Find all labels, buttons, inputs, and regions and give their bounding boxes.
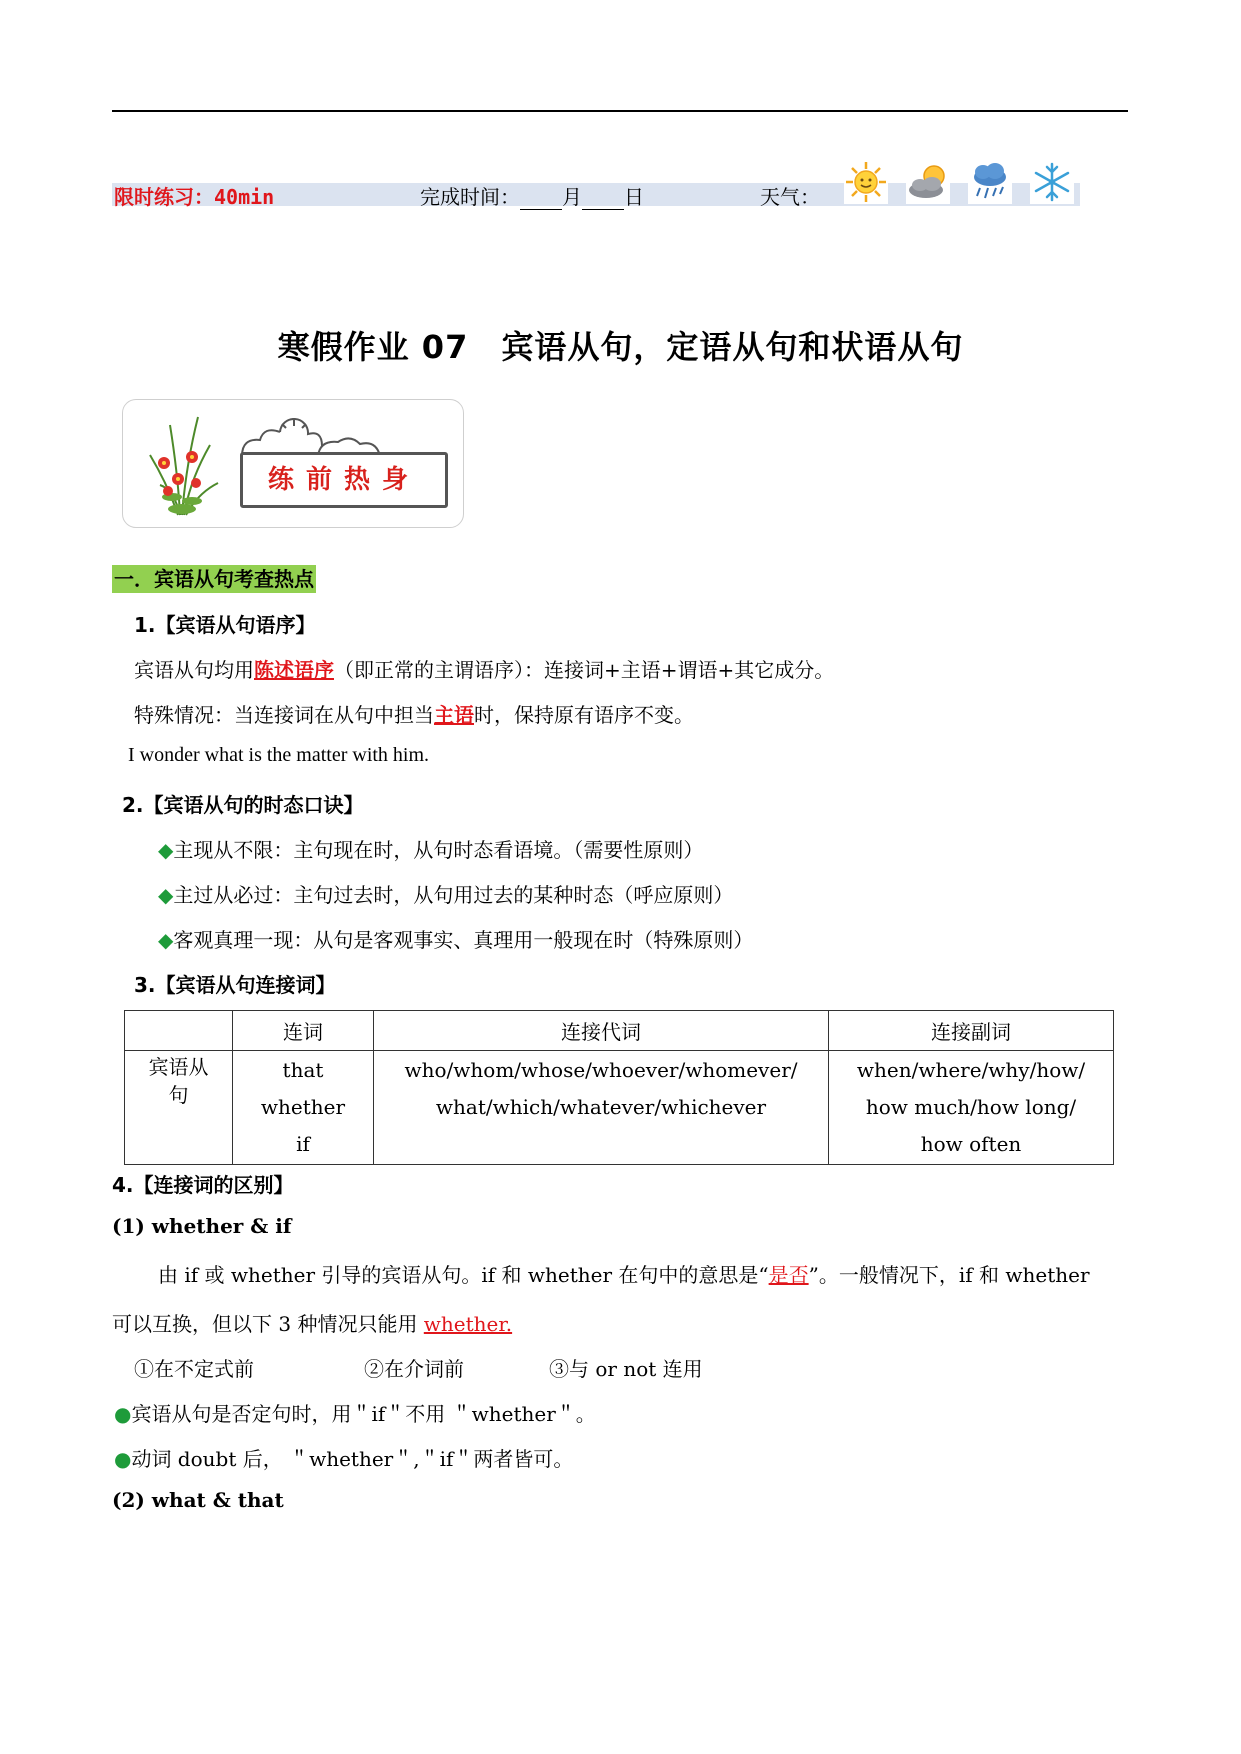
header-rule [112,110,1128,112]
month-label: 月 [562,185,582,209]
page-title: 寒假作业 07 宾语从句，定语从句和状语从句 [277,328,964,366]
item1-line2 [134,699,694,728]
bullet-item [114,1443,573,1472]
table-cell-line: how often [920,1132,1022,1156]
table-cell-line: if [296,1132,310,1156]
rain-icon [968,160,1012,204]
completion-time [420,181,644,210]
day-blank [582,191,624,210]
section-heading: 一．宾语从句考查热点 [114,567,314,591]
diamond-bullet-icon: ◆ [158,928,174,952]
text: （即正常的主谓语序）：连接词+主语+谓语+其它成分。 [334,658,835,682]
table-cell-line: who/whom/whose/whoever/whomever/ [404,1058,798,1082]
sub1-heading: (1) whether & if [112,1214,292,1238]
partly-cloudy-icon [906,160,950,204]
snowflake-icon [1030,160,1074,204]
month-blank [520,191,562,210]
day-label: 日 [624,185,644,209]
table-header-cell: 连接副词 [829,1011,1114,1051]
diamond-bullet-icon: ◆ [158,838,174,862]
rule-item [158,834,703,863]
weather-label: 天气： [760,185,820,209]
text: 时，保持原有语序不变。 [474,703,694,727]
highlight-term: whether. [423,1312,513,1336]
rule-item [158,924,753,953]
table-cell-line: how much/how long/ [865,1095,1077,1119]
item3-heading: 3.【宾语从句连接词】 [134,973,336,997]
conjunctions-cell [233,1051,374,1165]
item1-example: I wonder what is the matter with him. [128,744,430,766]
sub1-paragraph-line1 [158,1259,1090,1288]
sun-icon [844,160,888,204]
table-cell-line: whether [260,1095,346,1119]
rule-text: 主过从必过：主句过去时，从句用过去的某种时态（呼应原则） [173,883,734,907]
highlight-term: 主语 [434,703,474,727]
text: 特殊情况：当连接词在从句中担当 [134,703,434,727]
pronouns-cell [374,1051,829,1165]
table-header-cell [125,1011,233,1051]
row-label: 宾语从句 [125,1051,233,1165]
text: ”。一般情况下，if 和 whether [808,1263,1090,1287]
bullet-item [114,1398,596,1427]
rule-text: 主现从不限：主句现在时，从句时态看语境。（需要性原则） [173,838,704,862]
bullet-text: 宾语从句是否定句时，用＂if＂不用 ＂whether＂。 [131,1402,596,1426]
warmup-label: 练前热身 [240,452,448,508]
case-item: ③与 or not 连用 [549,1357,703,1381]
table-header-cell: 连接代词 [374,1011,829,1051]
bullet-text: 动词 doubt 后， ＂whether＂,＂if＂两者皆可。 [131,1447,574,1471]
item4-heading: 4.【连接词的区别】 [112,1173,294,1197]
green-dot-icon: ● [114,1447,132,1471]
table-header-row [125,1011,1114,1051]
completion-time-label: 完成时间： [420,185,520,209]
sub1-paragraph-line2 [112,1308,512,1337]
case-item: ①在不定式前 [134,1357,254,1381]
item1-line1 [134,654,834,683]
connectives-table [124,1010,1114,1165]
green-dot-icon: ● [114,1402,132,1426]
table-cell-line: when/where/why/how/ [856,1058,1086,1082]
table-cell-line: what/which/whatever/whichever [435,1095,767,1119]
rule-text: 客观真理一现：从句是客观事实、真理用一般现在时（特殊原则） [173,928,754,952]
table-row [125,1051,1114,1165]
text: 可以互换，但以下 3 种情况只能用 [112,1312,424,1336]
item2-heading: 2.【宾语从句的时态口诀】 [122,793,364,817]
highlight-term: 陈述语序 [254,658,334,682]
text: 由 if 或 whether 引导的宾语从句。if 和 whether 在句中的意思是“ [158,1263,769,1287]
flower-icon [140,405,230,520]
item1-heading: 1.【宾语从句语序】 [134,613,316,637]
adverbs-cell [829,1051,1114,1165]
rule-item [158,879,733,908]
sub2-heading: (2) what & that [112,1488,284,1512]
text: 宾语从句均用 [134,658,254,682]
time-limit-label: 限时练习：40min [114,185,275,209]
case-item: ②在介词前 [364,1357,464,1381]
table-cell-line: that [282,1058,324,1082]
highlight-term: 是否 [768,1263,809,1287]
table-header-cell: 连词 [233,1011,374,1051]
diamond-bullet-icon: ◆ [158,883,174,907]
